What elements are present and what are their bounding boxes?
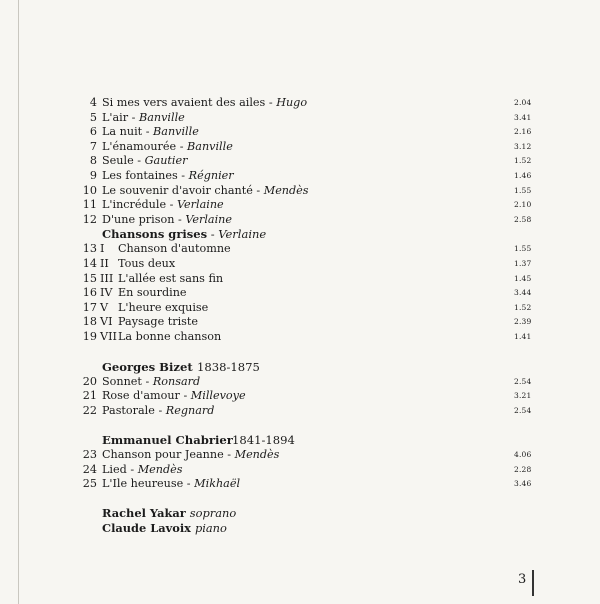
track-number: 4 [89, 96, 97, 109]
track-row: 11 L'incrédule - Verlaine 2.10 [82, 198, 532, 212]
track-number: 20 [82, 374, 97, 388]
track-row [0, 286, 600, 301]
track-number: 21 [82, 389, 97, 403]
track-row [0, 272, 600, 287]
track-row: 8 Seule - Gautier 1.52 [89, 154, 532, 168]
track-number: 14 [82, 256, 97, 270]
track-row [0, 315, 600, 330]
performer-name: Claude Lavoix [102, 521, 191, 536]
track-number: 8 [89, 154, 97, 168]
track-number: 7 [89, 139, 97, 153]
track-title: Les fontaines [102, 168, 178, 182]
track-row: 23 Chanson pour Jeanne - Mendès 4.06 [82, 448, 532, 462]
track-row [0, 242, 600, 257]
track-number: 6 [89, 125, 97, 139]
track-title: En sourdine [118, 286, 187, 300]
track-title: Chanson d'automne [118, 242, 231, 256]
track-title: Chanson pour Jeanne [102, 448, 224, 462]
poet-name: Banville [153, 125, 199, 139]
poet-name: Verlaine [185, 212, 232, 226]
track-duration: 2.39 [514, 317, 532, 327]
track-title: Rose d'amour [102, 389, 180, 403]
track-duration: 1.41 [514, 331, 532, 341]
track-title: L'heure exquise [118, 300, 209, 314]
composer-heading-bizet [0, 359, 600, 375]
poet-name: Régnier [188, 168, 234, 182]
track-row: 9 Les fontaines - Régnier 1.46 [89, 168, 532, 182]
track-title: La bonne chanson [118, 329, 222, 343]
poet-name: Hugo [276, 96, 308, 109]
poet-name: Gautier [144, 154, 188, 168]
track-row: 5 L'air - Banville 3.41 [89, 110, 532, 124]
composer-dates: 1841-1894 [232, 433, 295, 448]
track-title: L'Ile heureuse [102, 477, 184, 491]
poet-name: Mendès [137, 462, 183, 476]
track-group-early-songs [0, 96, 600, 227]
cycle-title: Chansons grises [102, 227, 208, 242]
track-title: L'allée est sans fin [118, 271, 224, 285]
track-number: 12 [82, 212, 97, 226]
track-title: Le souvenir d'avoir chanté [102, 183, 253, 197]
poet-name: Verlaine [177, 198, 224, 212]
poet-name: Ronsard [152, 374, 201, 388]
track-title: Tous deux [118, 256, 176, 270]
track-duration: 2.58 [514, 214, 532, 224]
movement-numeral: V [100, 300, 109, 314]
track-duration: 2.04 [514, 98, 532, 107]
cycle-header: Chansons grises - Verlaine [102, 227, 267, 242]
track-number: 24 [82, 462, 97, 476]
poet-name: Banville [187, 139, 233, 153]
track-row [0, 257, 600, 272]
track-listing [0, 96, 600, 536]
track-title: L'air [102, 110, 129, 124]
track-duration: 3.12 [514, 141, 532, 151]
track-number: 5 [89, 110, 97, 124]
track-title: Paysage triste [118, 315, 199, 329]
track-title: L'incrédule [102, 198, 167, 212]
track-number: 17 [82, 300, 97, 314]
track-duration: 2.10 [514, 200, 532, 210]
track-duration: 1.37 [514, 258, 532, 268]
page-number-rule [532, 570, 534, 596]
track-group-chansons-grises [0, 242, 600, 344]
performer-role: piano [194, 521, 227, 536]
composer-dates: 1838-1875 [197, 359, 260, 374]
movement-numeral: IV [100, 286, 113, 300]
track-number: 25 [82, 477, 97, 491]
track-row [0, 301, 600, 316]
track-row: 25 L'Ile heureuse - Mikhaël 3.46 [82, 477, 532, 491]
movement-numeral: VI [100, 315, 113, 329]
track-row: 6 La nuit - Banville 2.16 [89, 125, 532, 139]
composer-name: Georges Bizet [102, 359, 193, 374]
credit-soprano [0, 506, 600, 521]
track-row: 22 Pastorale - Regnard 2.54 [82, 403, 532, 417]
track-group-bizet [0, 375, 600, 419]
track-duration: 3.21 [514, 391, 532, 401]
track-number: 22 [82, 403, 97, 417]
track-number: 13 [82, 242, 97, 256]
track-title: Sonnet [102, 374, 142, 388]
performer-name: Rachel Yakar [102, 506, 186, 521]
track-duration: 1.55 [514, 185, 532, 195]
track-number: 16 [82, 286, 97, 300]
movement-numeral: I [100, 242, 105, 256]
movement-numeral: III [100, 271, 114, 285]
track-title: La nuit [102, 125, 143, 139]
movement-numeral: VII [100, 329, 117, 343]
track-title: L'énamourée [102, 139, 177, 153]
poet-name: Millevoye [190, 389, 246, 403]
track-number: 10 [82, 183, 97, 197]
track-row: 4 Si mes vers avaient des ailes - Hugo 2.04 [89, 96, 532, 109]
track-number: 19 [82, 329, 97, 343]
track-duration: 2.54 [514, 405, 532, 415]
track-duration: 3.44 [514, 288, 532, 298]
track-row [0, 330, 600, 345]
track-duration: 2.28 [514, 464, 532, 474]
track-row: 7 L'énamourée - Banville 3.12 [89, 139, 532, 153]
track-row: 20 Sonnet - Ronsard 2.54 [82, 374, 532, 388]
track-duration: 1.46 [514, 170, 532, 180]
composer-name: Emmanuel Chabrier [102, 433, 233, 448]
track-row: 12 D'une prison - Verlaine 2.58 [82, 212, 532, 226]
poet-name: Mikhaël [194, 477, 241, 491]
track-duration: 1.55 [514, 244, 532, 254]
track-title: Pastorale [102, 403, 155, 417]
track-duration: 1.52 [514, 302, 532, 312]
page-number: 3 [518, 572, 527, 587]
composer-heading-chabrier [0, 432, 600, 448]
track-duration: 2.54 [514, 376, 532, 386]
poet-name: Banville [139, 110, 185, 124]
track-number: 11 [82, 198, 97, 212]
track-row: 21 Rose d'amour - Millevoye 3.21 [82, 389, 532, 403]
track-number: 23 [82, 448, 97, 462]
track-title: Lied [102, 462, 127, 476]
track-duration: 1.52 [514, 156, 532, 166]
poet-name: Regnard [165, 403, 215, 417]
track-title: Si mes vers avaient des ailes [102, 96, 266, 109]
track-duration: 3.46 [514, 479, 532, 489]
performer-role: soprano [189, 506, 237, 521]
track-title: D'une prison [102, 212, 175, 226]
track-row: 10 Le souvenir d'avoir chanté - Mendès 1.55 [82, 183, 532, 197]
track-duration: 4.06 [514, 450, 532, 460]
track-number: 15 [82, 271, 97, 285]
poet-name: Mendès [234, 448, 280, 462]
track-group-chabrier [0, 448, 600, 492]
track-duration: 2.16 [514, 127, 532, 137]
track-duration: 1.45 [514, 273, 532, 283]
credit-piano [0, 521, 600, 536]
cycle-author: Verlaine [218, 227, 267, 242]
movement-numeral: II [100, 256, 109, 270]
track-row: 24 Lied - Mendès 2.28 [82, 462, 532, 476]
track-number: 9 [89, 168, 97, 182]
track-duration: 3.41 [514, 112, 532, 122]
poet-name: Mendès [263, 183, 309, 197]
track-number: 18 [82, 315, 97, 329]
track-title: Seule [102, 154, 134, 168]
